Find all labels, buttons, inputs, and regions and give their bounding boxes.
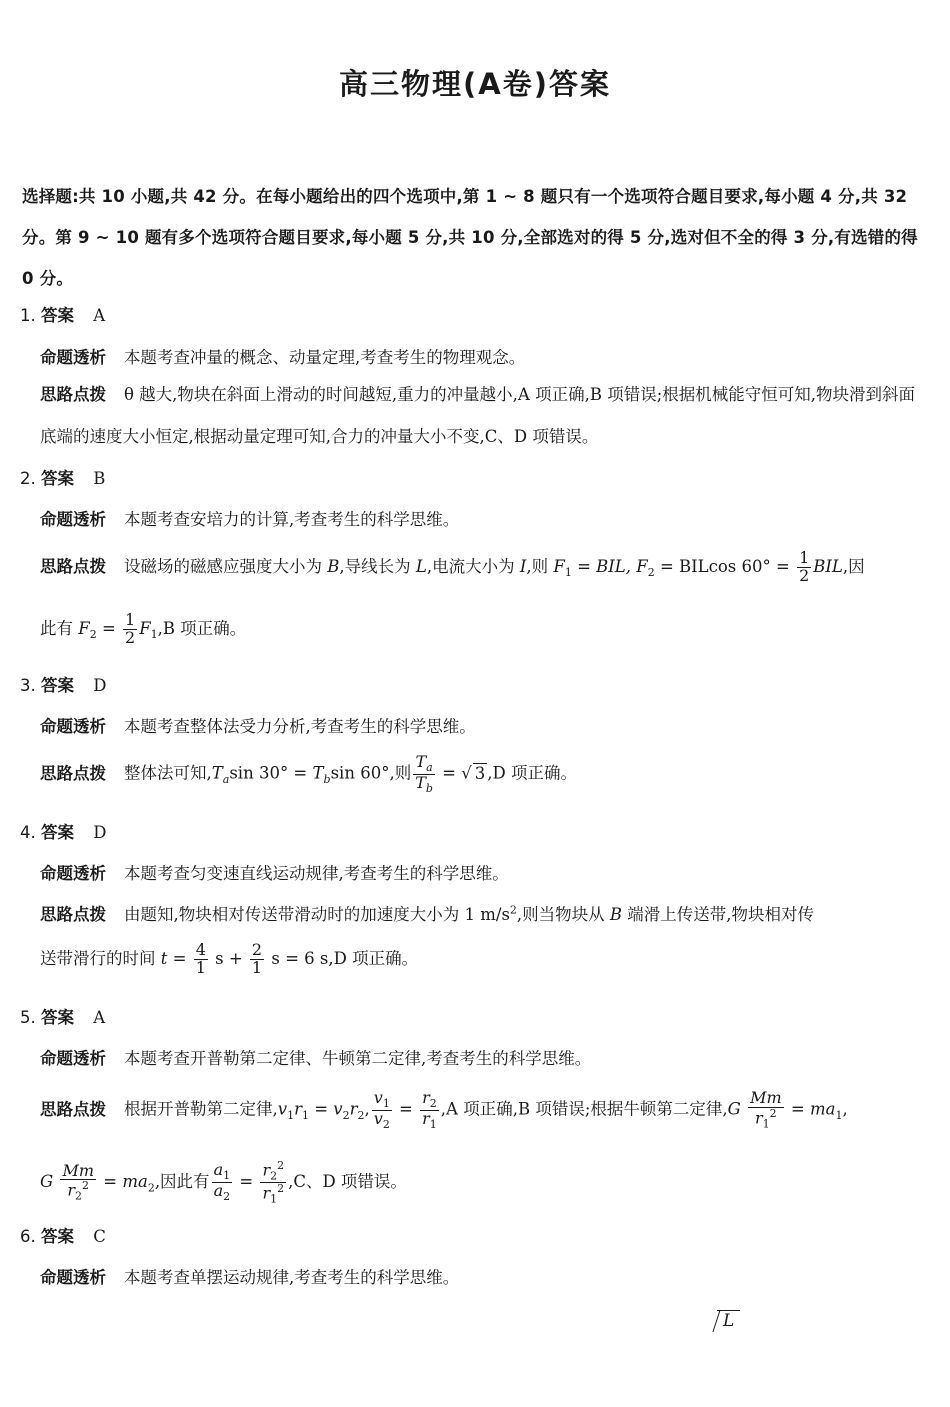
question-3-solution: 思路点拨 整体法可知$,T_a\sin$ $30^\circ = T_b\sin$ 60°,则 $\frac{T_a}{T_b}$ = √ 3 ,D 项正确。	[40, 752, 577, 795]
question-5-solution: 思路点拨 根据开普勒第二定律$,v_1r_1 = v_2r_2$, $\frac{v_1}{v_2}$ = $\frac{r_2}{r_1}$ ,A 项正确,B 项错误;根据牛顿第二定律,G $\frac{Mm}{r_1^2}$ = $ma_1$,	[40, 1088, 848, 1131]
question-2-analysis: 命题透析 本题考查安培力的计算,考查考生的科学思维。	[40, 510, 460, 529]
fraction-r2-over-r1: $\frac{r_2}{r_1}$	[422, 1088, 437, 1131]
question-2-answer: 2. 答案 B	[20, 469, 106, 488]
question-4-solution: 思路点拨 由题知,物块相对传送带滑动时的加速度大小为 1 $m/s^2$,则当物块从 B 端滑上传送带,物块相对传	[40, 903, 815, 924]
question-5-answer: 5. 答案 A	[20, 1008, 106, 1027]
question-1-solution: 思路点拨 θ 越大,物块在斜面上滑动的时间越短,重力的冲量越小,A 项正确,B 项错误;根据机械能守恒可知,物块滑到斜面底端的速度大小恒定,根据动量定理可知,合力的冲量大小不变,C、D 项错误。	[40, 385, 915, 446]
question-5-solution-cont: G $\frac{Mm}{r_2^2}$ = $ma_2$,因此有 $\frac{a_1}{a_2}$ = $\frac{r_2^2}{r_1^2}$ ,C、D 项错误。	[40, 1159, 407, 1206]
page-title: 高三物理(A卷)答案	[339, 67, 611, 101]
fraction-v1-over-v2: $\frac{v_1}{v_2}$	[373, 1088, 390, 1131]
question-6-analysis: 命题透析 本题考查单摆运动规律,考查考生的科学思维。	[40, 1268, 460, 1287]
question-2-solution: 思路点拨 设磁场的磁感应强度大小为 B,导线长为 L,电流大小为 I,则 $F_1$ = BIL, $F_2 = BILcos$ 60° = $\frac{1}{2}$ BIL,因	[40, 548, 865, 585]
question-2-solution-cont: 此有 $F_2$ = $\frac{1}{2}$ $F_1,B$ 项正确。	[40, 610, 247, 647]
question-3-analysis: 命题透析 本题考查整体法受力分析,考查考生的科学思维。	[40, 717, 476, 736]
question-4-solution-cont: 送带滑行的时间 t = $\frac{4}{1}$ s + $\frac{2}{1}$ s = 6 s,D 项正确。	[40, 940, 419, 977]
fraction-one-half: $\frac{1}{2}$	[125, 610, 136, 647]
fraction-ta-over-tb: $\frac{T_a}{T_b}$	[415, 752, 433, 795]
section-intro: 选择题:共 10 小题,共 42 分。在每小题给出的四个选项中,第 1 ~ 8 题只有一个选项符合题目要求,每小题 4 分,共 32 分。第 9 ~ 10 题有多个选项符合题目要求,每小题 5 分,共 10 分,全部选对的得 5 分,选对但不全的得 3 分,有选错的得 0 分。	[22, 187, 918, 288]
fraction-a1-over-a2: $\frac{a_1}{a_2}$	[213, 1160, 231, 1204]
question-3-answer: 3. 答案 D	[20, 676, 107, 695]
fraction-mm-over-r1sq: $\frac{Mm}{r_1^2}$	[750, 1088, 782, 1131]
fraction-r2sq-over-r1sq: $\frac{r_2^2}{r_1^2}$	[262, 1159, 285, 1206]
fraction-mm-over-r2sq: $\frac{Mm}{r_2^2}$	[62, 1160, 94, 1203]
question-1-analysis: 命题透析 本题考查冲量的概念、动量定理,考查考生的物理观念。	[40, 348, 526, 367]
fraction-one-half: $\frac{1}{2}$	[799, 548, 810, 585]
question-4-analysis: 命题透析 本题考查匀变速直线运动规律,考查考生的科学思维。	[40, 864, 509, 883]
question-6-answer: 6. 答案 C	[20, 1227, 106, 1246]
fraction-four-over-one: $\frac{4}{1}$	[195, 940, 206, 977]
question-4-answer: 4. 答案 D	[20, 823, 107, 842]
question-1-answer: 1. 答案 A	[20, 306, 106, 325]
question-5-analysis: 命题透析 本题考查开普勒第二定律、牛顿第二定律,考查考生的科学思维。	[40, 1049, 592, 1068]
fraction-two-over-one: $\frac{2}{1}$	[251, 940, 263, 977]
formula-fragment-sqrt-l: L	[716, 1310, 740, 1332]
